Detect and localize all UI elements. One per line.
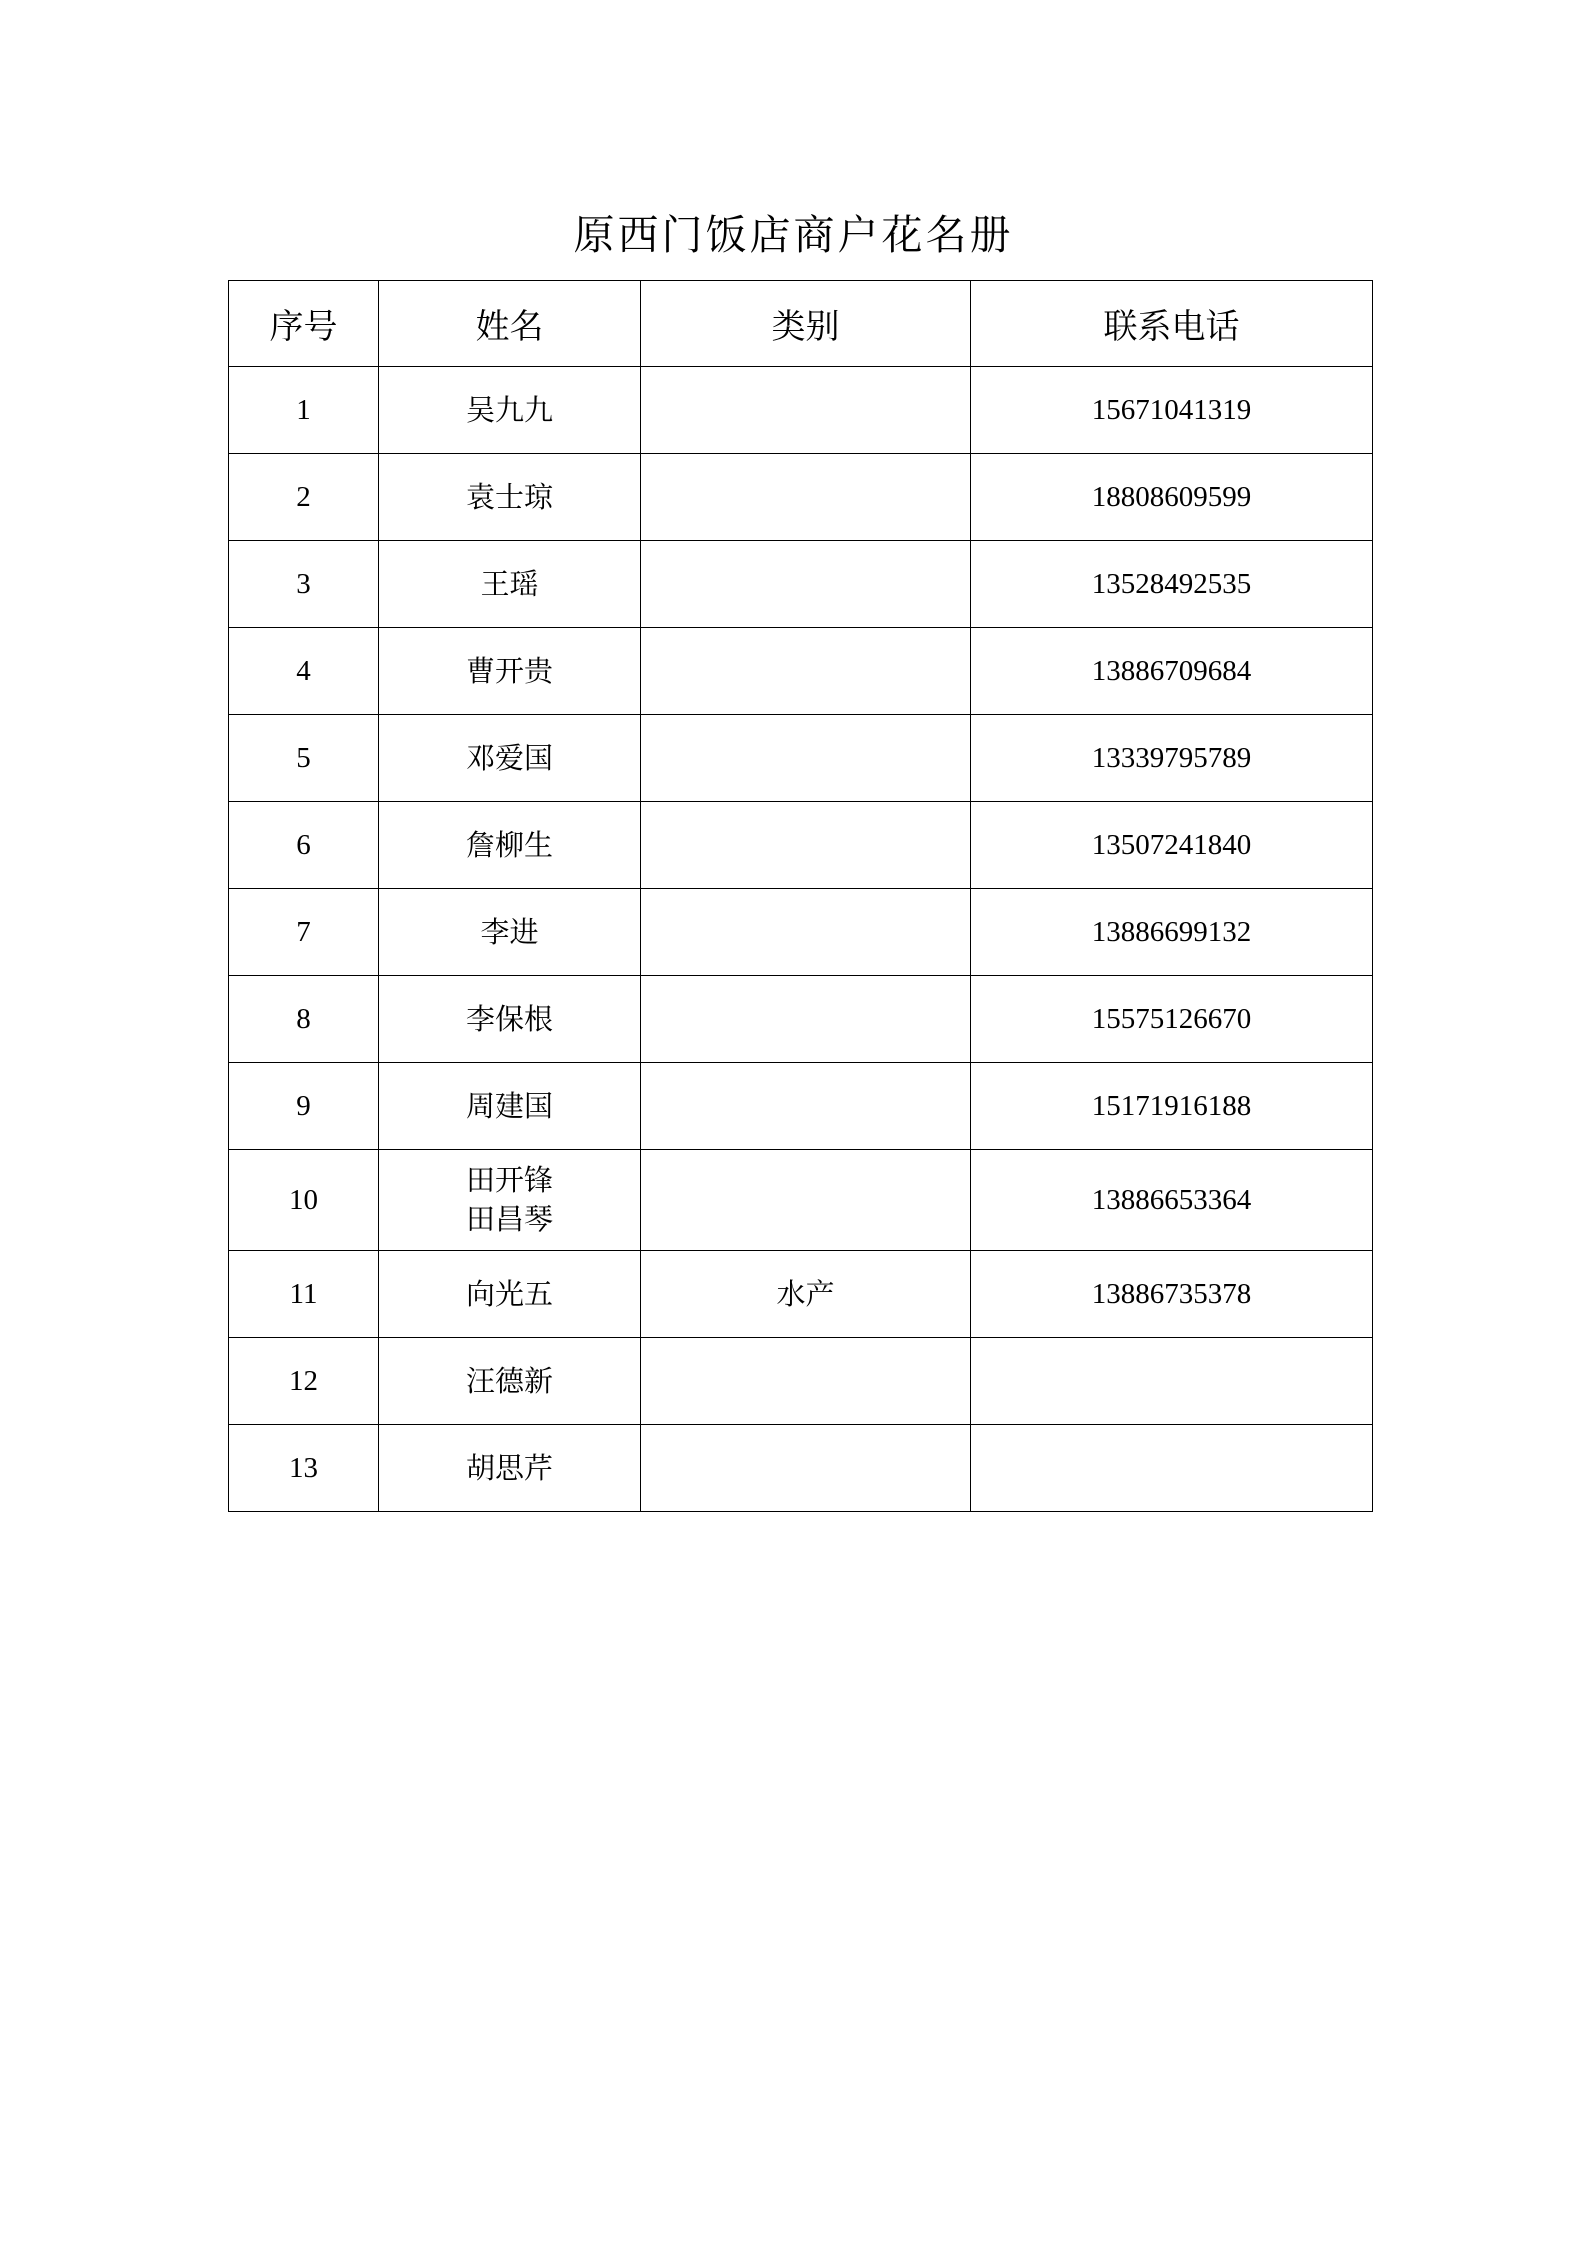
header-category: 类别 bbox=[641, 281, 971, 367]
table-row bbox=[229, 1150, 1373, 1251]
row-seq: 6 bbox=[229, 802, 379, 889]
table-row bbox=[229, 454, 1373, 541]
table-row bbox=[229, 802, 1373, 889]
row-seq: 11 bbox=[229, 1251, 379, 1338]
row-category bbox=[641, 715, 971, 802]
merchant-name: 袁士琼 bbox=[465, 479, 553, 514]
merchant-name: 胡思芹 bbox=[465, 1450, 553, 1485]
table-row bbox=[229, 367, 1373, 454]
table-row bbox=[229, 1063, 1373, 1150]
row-seq: 1 bbox=[229, 367, 379, 454]
row-name bbox=[379, 1063, 641, 1150]
document-title: 原西门饭店商户花名册 bbox=[573, 211, 1014, 259]
row-seq: 3 bbox=[229, 541, 379, 628]
merchant-name: 田昌琴 bbox=[465, 1202, 553, 1236]
row-category bbox=[641, 1150, 971, 1251]
header-phone: 联系电话 bbox=[971, 281, 1373, 367]
row-category bbox=[641, 1063, 971, 1150]
table-row bbox=[229, 889, 1373, 976]
row-seq: 7 bbox=[229, 889, 379, 976]
table-row bbox=[229, 541, 1373, 628]
row-seq: 12 bbox=[229, 1338, 379, 1425]
row-name bbox=[379, 976, 641, 1063]
row-category bbox=[641, 454, 971, 541]
table-row bbox=[229, 628, 1373, 715]
merchant-name: 周建国 bbox=[465, 1088, 553, 1123]
row-name bbox=[379, 1150, 641, 1251]
row-name bbox=[379, 541, 641, 628]
row-phone: 13507241840 bbox=[971, 802, 1373, 889]
row-seq: 5 bbox=[229, 715, 379, 802]
merchant-roster-table bbox=[228, 280, 1373, 1512]
table-row bbox=[229, 1425, 1373, 1512]
merchant-name: 向光五 bbox=[465, 1276, 553, 1311]
row-phone: 13886709684 bbox=[971, 628, 1373, 715]
row-phone: 15171916188 bbox=[971, 1063, 1373, 1150]
row-phone bbox=[971, 1425, 1373, 1512]
row-seq: 13 bbox=[229, 1425, 379, 1512]
table-row bbox=[229, 715, 1373, 802]
table-row bbox=[229, 1338, 1373, 1425]
header-name: 姓名 bbox=[379, 281, 641, 367]
table-header-row bbox=[229, 281, 1373, 367]
row-category bbox=[641, 1425, 971, 1512]
table-row bbox=[229, 1251, 1373, 1338]
merchant-name: 吴九九 bbox=[465, 392, 553, 427]
row-name bbox=[379, 628, 641, 715]
header-seq: 序号 bbox=[229, 281, 379, 367]
row-phone: 13886735378 bbox=[971, 1251, 1373, 1338]
row-seq: 4 bbox=[229, 628, 379, 715]
row-phone: 13528492535 bbox=[971, 541, 1373, 628]
merchant-name: 汪德新 bbox=[465, 1363, 553, 1398]
row-phone: 15671041319 bbox=[971, 367, 1373, 454]
row-category bbox=[641, 802, 971, 889]
row-name bbox=[379, 715, 641, 802]
merchant-name: 田开锋 bbox=[465, 1163, 553, 1197]
row-category bbox=[641, 889, 971, 976]
row-seq: 10 bbox=[229, 1150, 379, 1251]
row-category bbox=[641, 976, 971, 1063]
row-name bbox=[379, 1425, 641, 1512]
row-name bbox=[379, 367, 641, 454]
merchant-name: 邓爱国 bbox=[465, 740, 553, 775]
row-category bbox=[641, 541, 971, 628]
row-phone: 13339795789 bbox=[971, 715, 1373, 802]
row-category bbox=[641, 1338, 971, 1425]
row-category bbox=[641, 628, 971, 715]
row-phone bbox=[971, 1338, 1373, 1425]
row-seq: 8 bbox=[229, 976, 379, 1063]
row-phone: 13886699132 bbox=[971, 889, 1373, 976]
merchant-name: 詹柳生 bbox=[465, 827, 553, 862]
row-name bbox=[379, 1251, 641, 1338]
row-name bbox=[379, 802, 641, 889]
row-category bbox=[641, 367, 971, 454]
merchant-name: 王瑶 bbox=[480, 566, 539, 601]
row-name bbox=[379, 1338, 641, 1425]
merchant-name: 李进 bbox=[480, 914, 539, 949]
merchant-name: 曹开贵 bbox=[465, 653, 553, 688]
table-row bbox=[229, 976, 1373, 1063]
row-seq: 9 bbox=[229, 1063, 379, 1150]
merchant-name: 李保根 bbox=[465, 1001, 553, 1036]
row-seq: 2 bbox=[229, 454, 379, 541]
row-name bbox=[379, 889, 641, 976]
row-phone: 15575126670 bbox=[971, 976, 1373, 1063]
row-category: 水产 bbox=[641, 1251, 971, 1338]
row-phone: 13886653364 bbox=[971, 1150, 1373, 1251]
row-phone: 18808609599 bbox=[971, 454, 1373, 541]
row-name bbox=[379, 454, 641, 541]
